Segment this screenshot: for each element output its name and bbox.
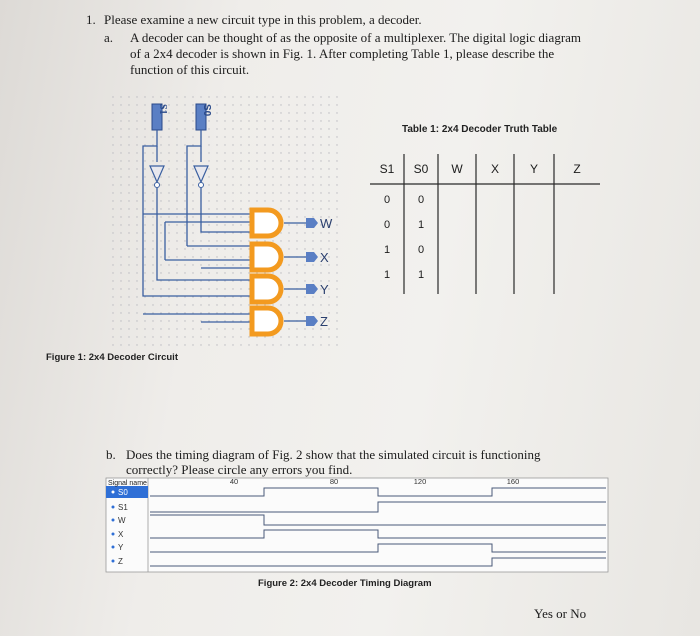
tick-120: 120 [413,477,427,486]
truth-table [366,148,606,298]
signal-w: W [118,516,126,525]
part-a-line: function of this circuit. [130,62,250,77]
answer-choice: Yes or No [534,606,587,621]
part-b-line: correctly? Please circle any errors you find. [126,462,353,477]
question-number: 1. [86,12,96,27]
table1-title: Table 1: 2x4 Decoder Truth Table [402,124,558,135]
cell-r1-s1: 0 [383,219,391,231]
decoder-circuit-diagram [100,82,350,354]
header-x: X [490,162,500,176]
figure1-caption: Figure 1: 2x4 Decoder Circuit [46,352,178,363]
signal-name-header: Signal name [108,480,147,487]
signal-x: X [118,530,124,539]
cell-r0-s1: 0 [383,194,391,206]
header-s1: S1 [379,162,395,176]
output-label-x: X [320,250,329,265]
and-gate-y [252,276,281,302]
output-label-y: Y [320,282,329,297]
figure2-caption: Figure 2: 2x4 Decoder Timing Diagram [258,578,432,589]
cell-r1-s0: 1 [417,219,425,231]
timing-diagram [104,476,610,576]
output-label-z: Z [320,314,328,329]
signal-z: Z [118,557,123,566]
header-s0: S0 [413,162,429,176]
header-y: Y [529,162,539,176]
header-w: W [451,162,463,176]
header-z: Z [573,162,581,176]
cell-r3-s0: 1 [417,269,425,281]
cell-r2-s0: 0 [417,244,425,256]
cell-r3-s1: 1 [383,269,391,281]
cell-r2-s1: 1 [383,244,391,256]
part-a-label: a. [104,30,114,45]
signal-y: Y [118,543,124,552]
part-b-line: Does the timing diagram of Fig. 2 show that the simulated circuit is functioning [126,447,541,462]
cell-r0-s0: 0 [417,194,425,206]
and-gate-x [252,244,281,270]
signal-s0: S0 [118,488,128,497]
part-a-line: A decoder can be thought of as the opposite of a multiplexer. The digital logic diagram [130,30,582,45]
part-b-label: b. [106,447,116,462]
output-label-w: W [320,216,333,231]
tick-80: 80 [329,477,339,486]
question-text: Please examine a new circuit type in this problem, a decoder. [104,12,422,27]
part-a-line: of a 2x4 decoder is shown in Fig. 1. After completing Table 1, please describe the [130,46,555,61]
svg-text:S1: S1 [157,104,168,115]
and-gate-z [252,308,281,334]
tick-40: 40 [229,477,239,486]
svg-text:S0: S0 [201,104,212,117]
tick-160: 160 [506,477,520,486]
signal-s1: S1 [118,503,128,512]
and-gate-w [252,210,281,236]
